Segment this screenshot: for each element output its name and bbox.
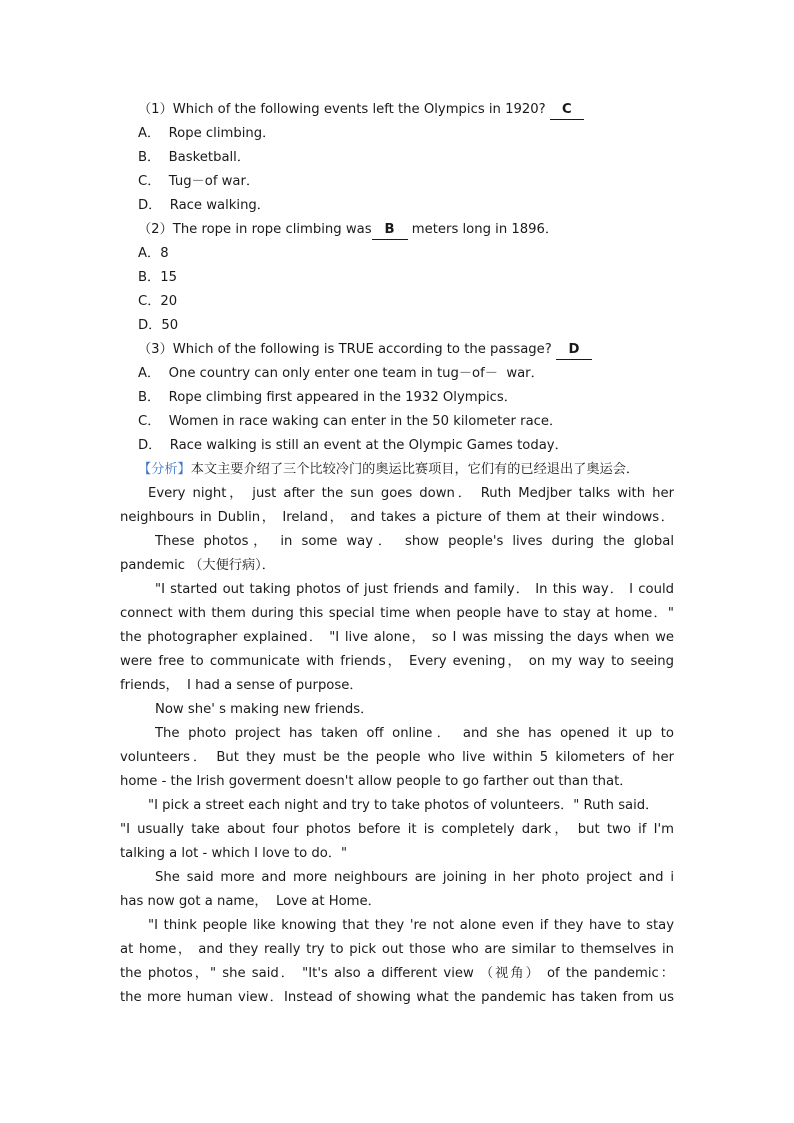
- question-2: [138, 218, 692, 242]
- passage-line: talking a lot - which I love to do．": [120, 846, 348, 861]
- question-3-option-a: A． One country can only enter one team in tug－of－ war．: [138, 366, 544, 381]
- passage-line: home - the Irish goverment doesn't allow people to go farther out than that．: [120, 774, 633, 789]
- question-3-option-b: B． Rope climbing first appeared in the 1932 Olympics．: [138, 390, 517, 405]
- passage-line: at home， and they really try to pick out those who are similar to themselves in: [120, 942, 674, 957]
- question-2-option-b: B．15: [138, 270, 178, 285]
- question-3-answer: D: [556, 341, 592, 360]
- question-2-option-c: C．20: [138, 294, 178, 309]
- question-2-option-a: A．8: [138, 246, 169, 261]
- passage-line: connect with them during this special time when people have to stay at home．": [120, 606, 674, 621]
- question-2-text: （2）The rope in rope climbing was: [138, 222, 372, 237]
- question-3-option-d: D． Race walking is still an event at the Olympic Games today．: [138, 438, 568, 453]
- analysis-tag: 【分析】: [138, 462, 191, 477]
- passage-line: "I usually take about four photos before it is completely dark， but two if I'm: [120, 822, 674, 837]
- question-1: [138, 98, 692, 122]
- question-1-option-b: B． Basketball．: [138, 150, 251, 165]
- question-1-option-c: C． Tug－of war．: [138, 174, 260, 189]
- passage-line: the more human view．Instead of showing what the pandemic has taken from us: [120, 990, 674, 1005]
- question-1-option-a: A． Rope climbing．: [138, 126, 276, 141]
- passage-line: the photos，" she said． "It's also a different view （视角） of the pandemic：: [120, 966, 674, 981]
- passage-line: friends， I had a sense of purpose．: [120, 678, 363, 693]
- passage-line: She said more and more neighbours are joining in her photo project and i: [155, 870, 674, 885]
- passage-line: neighbours in Dublin， Ireland， and takes a picture of them at their windows．: [120, 510, 674, 525]
- passage-line: "I think people like knowing that they 're not alone even if they have to stay: [148, 918, 674, 933]
- passage-line: Every night， just after the sun goes down． Ruth Medjber talks with her: [148, 486, 674, 501]
- question-2-option-d: D．50: [138, 318, 179, 333]
- question-1-text: （1）Which of the following events left the Olympics in 1920?: [138, 102, 546, 117]
- passage-line: "I pick a street each night and try to take photos of volunteers．" Ruth said．: [148, 798, 659, 813]
- question-3-option-c: C． Women in race waking can enter in the 50 kilometer race．: [138, 414, 563, 429]
- analysis-text: 本文主要介绍了三个比较冷门的奥运比赛项目，它们有的已经退出了奥运会．: [190, 462, 640, 477]
- passage-line: The photo project has taken off online． and she has opened it up to: [155, 726, 674, 741]
- passage-line: has now got a name， Love at Home．: [120, 894, 381, 909]
- passage-line: pandemic （大便行病）．: [120, 558, 275, 573]
- passage-line: were free to communicate with friends， Every evening， on my way to seeing: [120, 654, 674, 669]
- passage-line: the photographer explained． "I live alone， so I was missing the days when we: [120, 630, 674, 645]
- passage-line: volunteers． But they must be the people who live within 5 kilometers of her: [120, 750, 674, 765]
- question-2-answer: B: [372, 221, 408, 240]
- question-3: [138, 338, 692, 362]
- passage-line: These photos， in some way． show people's lives during the global: [155, 534, 674, 549]
- passage-line: "I started out taking photos of just friends and family． In this way． I could: [155, 582, 674, 597]
- question-1-answer: C: [550, 101, 584, 120]
- analysis-line: [138, 458, 692, 482]
- passage-line: Now she' s making new friends．: [155, 702, 374, 717]
- question-1-option-d: D． Race walking．: [138, 198, 270, 213]
- question-3-text: （3）Which of the following is TRUE according to the passage?: [138, 342, 552, 357]
- question-2-suffix: meters long in 1896．: [411, 222, 559, 237]
